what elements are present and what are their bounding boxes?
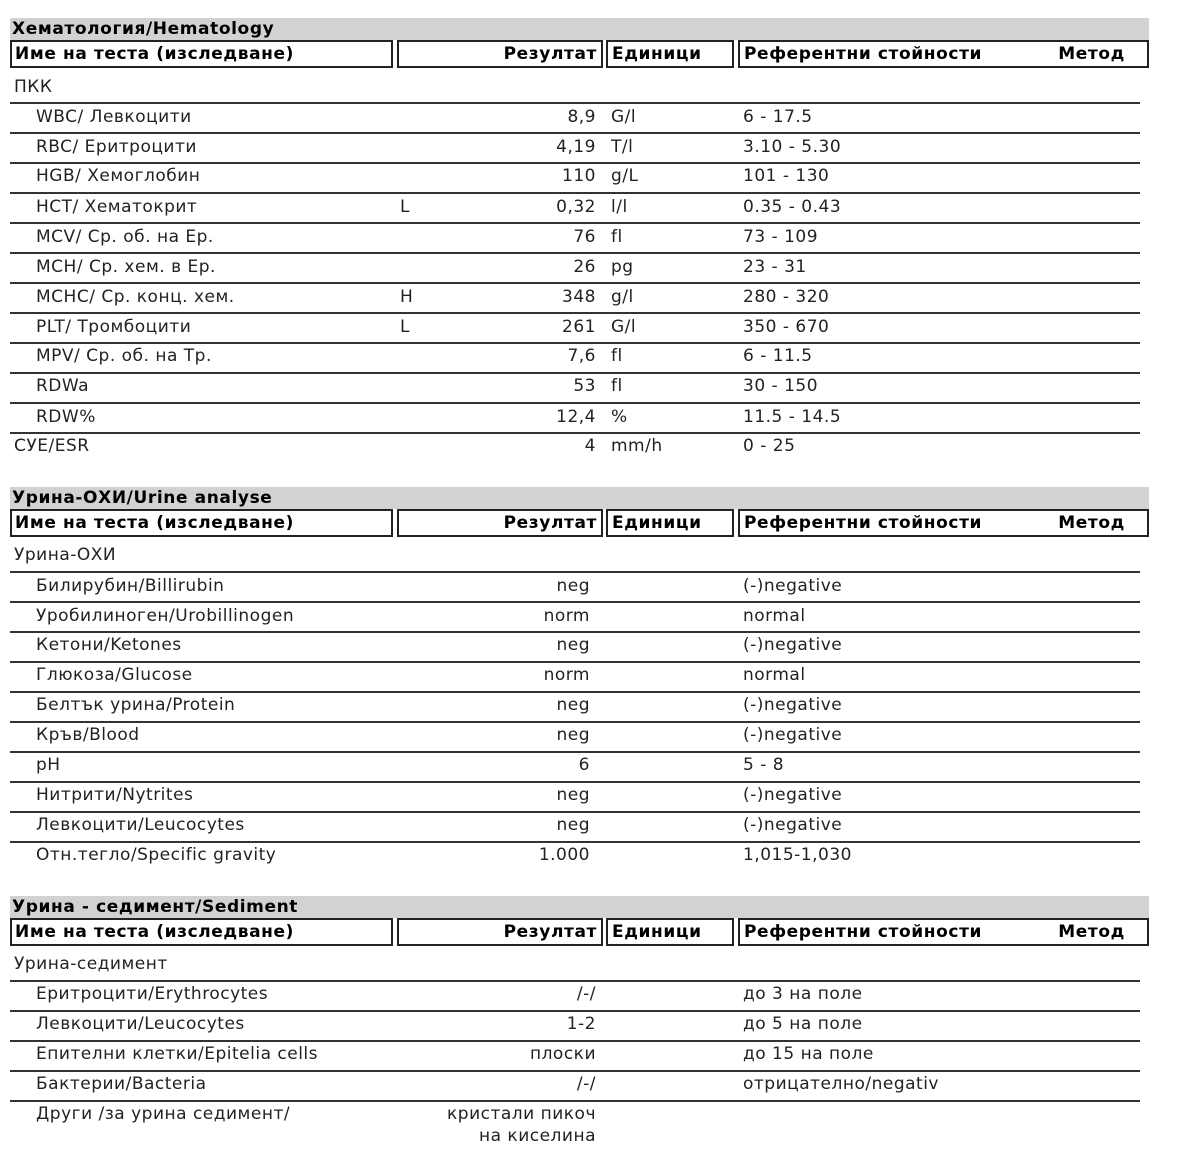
result-value-line2: на киселина: [478, 1126, 596, 1146]
test-name: pH: [36, 755, 61, 775]
row-divider: [10, 252, 1140, 254]
reference-range: 3.10 - 5.30: [743, 137, 842, 157]
result-value: 261: [562, 317, 596, 337]
test-name: Кръв/Blood: [36, 725, 140, 745]
row-divider: [10, 402, 1140, 404]
reference-range: отрицателно/negativ: [743, 1074, 939, 1094]
result-value: 0,32: [556, 197, 596, 217]
group-label: Урина-ОХИ: [14, 545, 117, 565]
reference-range: 1,015-1,030: [743, 845, 852, 865]
column-header-result: Резултат: [397, 509, 603, 537]
column-header-reference-label: Референтни стойности: [744, 513, 983, 533]
row-divider: [10, 162, 1140, 164]
test-name: MCH/ Ср. хем. в Ер.: [36, 257, 216, 277]
test-name: HCT/ Хематокрит: [36, 197, 198, 217]
column-header-reference: [738, 918, 1149, 946]
group-label: Урина-седимент: [14, 954, 168, 974]
reference-range: (-)negative: [743, 695, 843, 715]
sediment-section: [10, 896, 1149, 1156]
result-value: neg: [556, 725, 590, 745]
row-divider: [10, 691, 1140, 693]
row-divider: [10, 312, 1140, 314]
row-divider: [10, 222, 1140, 224]
row-divider: [10, 661, 1140, 663]
row-divider: [10, 1100, 1140, 1102]
column-header-reference: [738, 509, 1149, 537]
row-divider: [10, 980, 1140, 982]
result-value: /-/: [576, 1074, 596, 1094]
row-divider: [10, 372, 1140, 374]
group-label: ПКК: [14, 77, 53, 97]
test-name: RDWa: [36, 376, 90, 396]
result-value: /-/: [576, 984, 596, 1004]
unit: pg: [611, 257, 634, 277]
test-name: Нитрити/Nytrites: [36, 785, 194, 805]
reference-range: (-)negative: [743, 576, 843, 596]
reference-range: 30 - 150: [743, 376, 819, 396]
unit: fl: [611, 376, 623, 396]
section-title: Урина-ОХИ/Urine analyse: [10, 487, 1149, 509]
column-header-name: Име на теста (изследване): [10, 40, 393, 68]
test-name: Белтък урина/Protein: [36, 695, 236, 715]
reference-range: (-)negative: [743, 725, 843, 745]
unit: fl: [611, 227, 623, 247]
test-name: MCV/ Ср. об. на Ер.: [36, 227, 214, 247]
row-divider: [10, 601, 1140, 603]
result-value: norm: [543, 665, 590, 685]
result-value: 26: [573, 257, 596, 277]
reference-range: 101 - 130: [743, 166, 830, 186]
unit: g/L: [611, 166, 639, 186]
reference-range: 5 - 8: [743, 755, 785, 775]
result-value: 1.000: [538, 845, 590, 865]
row-divider: [10, 1070, 1140, 1072]
result-value: neg: [556, 635, 590, 655]
reference-range: 73 - 109: [743, 227, 819, 247]
test-name: Други /за урина седимент/: [36, 1104, 291, 1124]
result-value: 348: [562, 287, 596, 307]
row-divider: [10, 432, 1140, 434]
test-name: Кетони/Ketones: [36, 635, 182, 655]
reference-range: 280 - 320: [743, 287, 830, 307]
test-name: Еритроцити/Erythrocytes: [36, 984, 269, 1004]
row-divider: [10, 751, 1140, 753]
result-value: 4,19: [556, 137, 596, 157]
test-name: MPV/ Ср. об. на Тр.: [36, 346, 212, 366]
urine-section: [10, 487, 1149, 877]
row-divider: [10, 342, 1140, 344]
row-divider: [10, 1040, 1140, 1042]
column-header-units: Единици: [606, 918, 734, 946]
column-header-method: Метод: [1058, 922, 1125, 942]
reference-range: 350 - 670: [743, 317, 830, 337]
flag: L: [400, 197, 410, 217]
row-divider: [10, 1010, 1140, 1012]
row-divider: [10, 811, 1140, 813]
row-divider: [10, 721, 1140, 723]
result-value: neg: [556, 576, 590, 596]
reference-range: 0 - 25: [743, 436, 796, 456]
reference-range: (-)negative: [743, 635, 843, 655]
reference-range: normal: [743, 606, 806, 626]
column-header-result: Резултат: [397, 40, 603, 68]
reference-range: normal: [743, 665, 806, 685]
result-value: neg: [556, 695, 590, 715]
result-value-line1: кристали пикоч: [447, 1104, 596, 1124]
row-divider: [10, 192, 1140, 194]
test-name: RBC/ Еритроцити: [36, 137, 197, 157]
row-divider: [10, 282, 1140, 284]
result-value: 53: [573, 376, 596, 396]
test-name: RDW%: [36, 407, 96, 427]
row-divider: [10, 132, 1140, 134]
flag: L: [400, 317, 410, 337]
reference-range: 11.5 - 14.5: [743, 407, 842, 427]
unit: mm/h: [611, 436, 663, 456]
column-header-name: Име на теста (изследване): [10, 918, 393, 946]
reference-range: 23 - 31: [743, 257, 807, 277]
unit: G/l: [611, 107, 637, 127]
column-header-units: Единици: [606, 509, 734, 537]
result-value: 8,9: [567, 107, 596, 127]
column-header-units: Единици: [606, 40, 734, 68]
test-name: Левкоцити/Leucocytes: [36, 1014, 245, 1034]
test-name: Билирубин/Billirubin: [36, 576, 225, 596]
result-value: плоски: [529, 1044, 596, 1064]
result-value: 76: [573, 227, 596, 247]
row-divider: [10, 781, 1140, 783]
reference-range: до 15 на поле: [743, 1044, 874, 1064]
flag: H: [400, 287, 414, 307]
section-title: Урина - седимент/Sediment: [10, 896, 1149, 918]
column-header-method: Метод: [1058, 513, 1125, 533]
column-header-reference: [738, 40, 1149, 68]
result-value: 12,4: [556, 407, 596, 427]
reference-range: (-)negative: [743, 785, 843, 805]
test-name: СУЕ/ESR: [14, 436, 90, 456]
reference-range: (-)negative: [743, 815, 843, 835]
result-value: 7,6: [567, 346, 596, 366]
unit: l/l: [611, 197, 628, 217]
test-name: HGB/ Хемоглобин: [36, 166, 201, 186]
row-divider: [10, 631, 1140, 633]
test-name: Глюкоза/Glucose: [36, 665, 193, 685]
unit: G/l: [611, 317, 637, 337]
test-name: Отн.тегло/Specific gravity: [36, 845, 277, 865]
row-divider: [10, 841, 1140, 843]
reference-range: до 5 на поле: [743, 1014, 863, 1034]
test-name: Бактерии/Bacteria: [36, 1074, 207, 1094]
test-name: Левкоцити/Leucocytes: [36, 815, 245, 835]
unit: %: [611, 407, 628, 427]
test-name: Уробилиноген/Urobillinogen: [36, 606, 295, 626]
result-value: 6: [578, 755, 590, 775]
reference-range: 6 - 11.5: [743, 346, 813, 366]
hematology-section: [10, 18, 1149, 468]
reference-range: 0.35 - 0.43: [743, 197, 842, 217]
result-value: neg: [556, 815, 590, 835]
test-name: PLT/ Тромбоцити: [36, 317, 192, 337]
column-header-result: Резултат: [397, 918, 603, 946]
test-name: Епителни клетки/Epitelia cells: [36, 1044, 318, 1064]
column-header-reference-label: Референтни стойности: [744, 44, 983, 64]
test-name: WBC/ Левкоцити: [36, 107, 192, 127]
row-divider: [10, 102, 1140, 104]
column-header-method: Метод: [1058, 44, 1125, 64]
column-header-name: Име на теста (изследване): [10, 509, 393, 537]
column-header-reference-label: Референтни стойности: [744, 922, 983, 942]
unit: T/l: [611, 137, 634, 157]
result-value: 1-2: [566, 1014, 596, 1034]
unit: fl: [611, 346, 623, 366]
reference-range: до 3 на поле: [743, 984, 863, 1004]
section-title: Хематология/Hematology: [10, 18, 1149, 40]
result-value: norm: [543, 606, 590, 626]
unit: g/l: [611, 287, 634, 307]
result-value: neg: [556, 785, 590, 805]
result-value: 110: [562, 166, 596, 186]
result-value: 4: [584, 436, 596, 456]
row-divider: [10, 571, 1140, 573]
reference-range: 6 - 17.5: [743, 107, 813, 127]
test-name: MCHC/ Ср. конц. хем.: [36, 287, 235, 307]
